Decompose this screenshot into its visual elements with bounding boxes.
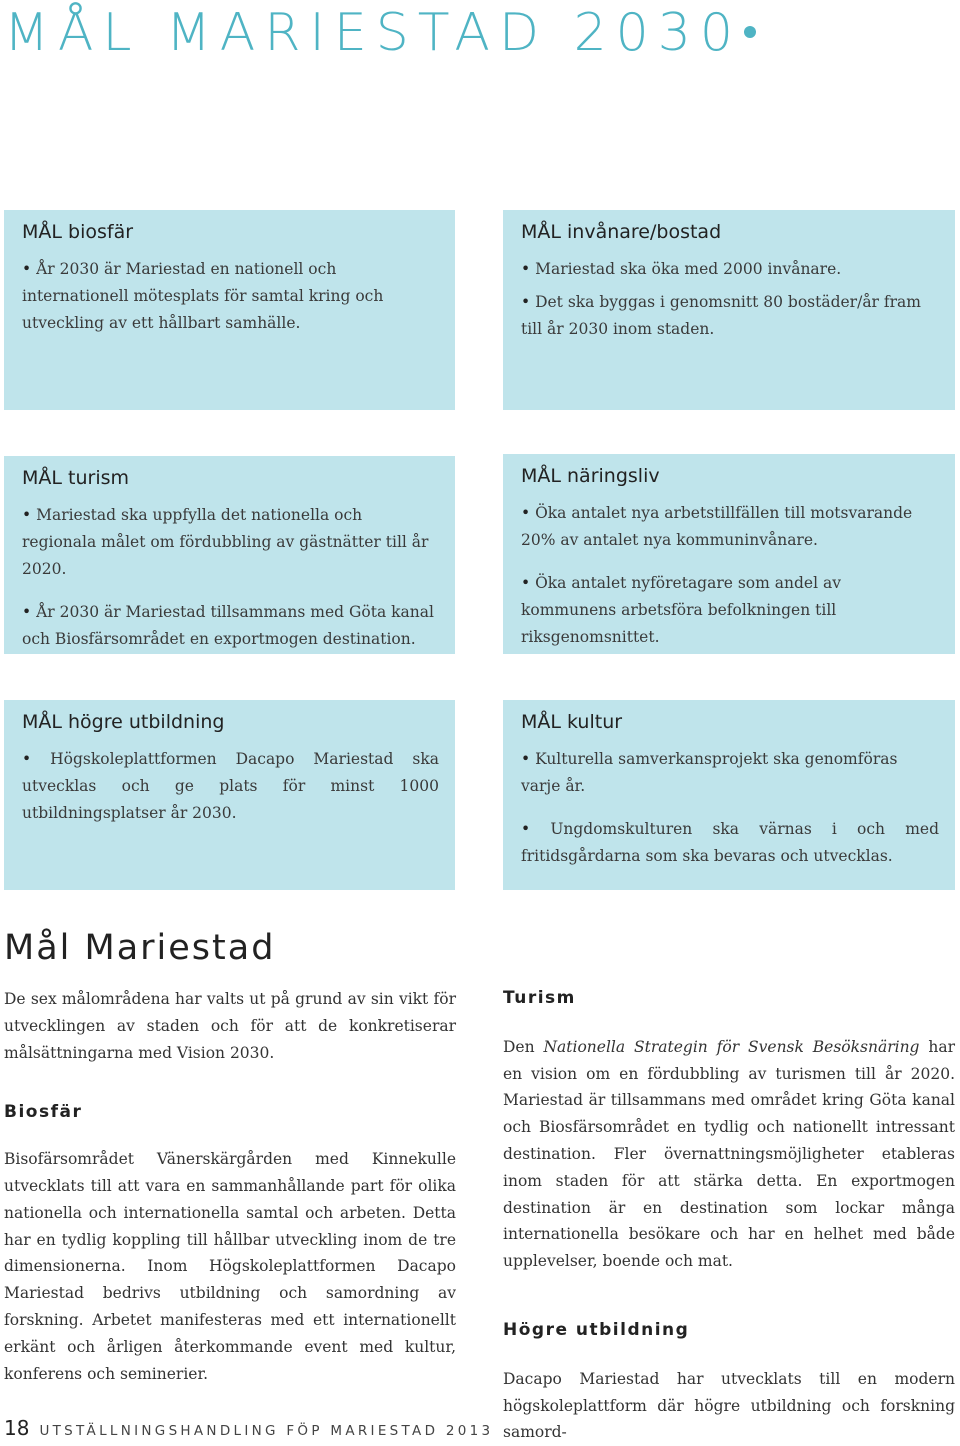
goal-heading: MÅL invånare/bostad [521,221,722,243]
goal-heading: MÅL turism [22,467,130,489]
footer-text: UTSTÄLLNINGSHANDLING FÖP MARIESTAD 2013 [39,1423,494,1439]
goal-heading: MÅL näringsliv [521,465,660,487]
page-title: MÅL MARIESTAD 2030 [4,0,756,66]
goal-item: • Kulturella samverkansprojekt ska genomföras varje år. [521,746,939,800]
goal-box-biosfar [4,210,455,410]
turism-paragraph: Den Nationella Strategin för Svensk Besöksnäring har en vision om en fördubbling av turismen till år 2020. Mariestad är tillsammans med området kring Göta kanal och Biosfärsområdet en tydlig och nationellt intressant destination. Fler övernattningsmöjligheter etableras inom staden för att stärka detta. En exportmogen destination är en destination som lockar många internationella besökare och har en helhet med både upplevelser, boende och mat. [503,1037,956,1271]
goal-heading: MÅL kultur [521,711,623,733]
goal-item: • Ungdomskulturen ska värnas i och med fritidsgårdarna som ska bevaras och utvecklas. [521,816,939,870]
hogre-paragraph: Dacapo Mariestad har utvecklats till en modern högskoleplattform där högre utbildning och forskning samord- [503,1369,955,1442]
goal-item: • Det ska byggas i genomsnitt 80 bostäder/år fram till år 2030 inom staden. [521,289,939,343]
goal-item: • Mariestad ska öka med 2000 invånare. [521,256,939,283]
article-heading: Mål Mariestad [4,928,276,968]
intro-paragraph: De sex målområdena har valts ut på grund av sin vikt för utvecklingen av staden och för att de konkretiserar målsättningarna med Vision 2030. [4,990,456,1062]
section-heading-turism: Turism [503,988,576,1008]
goal-item: • Öka antalet nya arbetstillfällen till motsvarande 20% av antalet nya kommuninvånare. [521,500,939,554]
goal-item: • Högskoleplattformen Dacapo Mariestad ska utvecklas och ge plats för minst 1000 utbildningsplatser år 2030. [22,746,439,827]
goal-item: • År 2030 är Mariestad en nationell och internationell mötesplats för samtal kring och utveckling av ett hållbart samhälle. [22,256,439,337]
section-heading-hogre-utbildning: Högre utbildning [503,1319,690,1340]
goal-box-kultur [503,700,955,890]
goal-item: • År 2030 är Mariestad tillsammans med Göta kanal och Biosfärsområdet en exportmogen destination. [22,599,439,653]
page-footer [4,1416,493,1440]
page-number: 18 [4,1416,30,1440]
title-dot-icon [744,26,756,38]
goal-box-hogre-utbildning [4,700,455,890]
goal-item: • Mariestad ska uppfylla det nationella och regionala målet om fördubbling av gästnätter till år 2020. [22,502,439,583]
goal-box-naringsliv [503,454,955,654]
strategy-title: Nationella Strategin för Svensk Besöksnäring [543,1037,920,1056]
goal-box-turism [4,456,455,654]
section-heading-biosfar: Biosfär [4,1102,83,1123]
biosfar-paragraph: Bisofärsområdet Vänerskärgården med Kinnekulle utvecklats till att vara en sammanhållande part för olika nationella och internationella samtal och arbeten. Detta har en tydlig koppling till hållbar utveckling inom de tre dimensionerna. Inom Högskoleplattformen Dacapo Mariestad bedrivs utbildning och samordning av forskning. Arbetet manifesteras med ett internationellt erkänt och årligen återkommande event med kultur, konferens och seminerier. [4,1150,456,1383]
goal-heading: MÅL högre utbildning [22,711,225,733]
article-left-column [4,986,456,1387]
article-right-column [503,985,955,1446]
goal-box-invanare [503,210,955,410]
goal-item: • Öka antalet nyföretagare som andel av kommunens arbetsföra befolkningen till riksgenomsnittet. [521,570,939,651]
goal-heading: MÅL biosfär [22,221,134,243]
